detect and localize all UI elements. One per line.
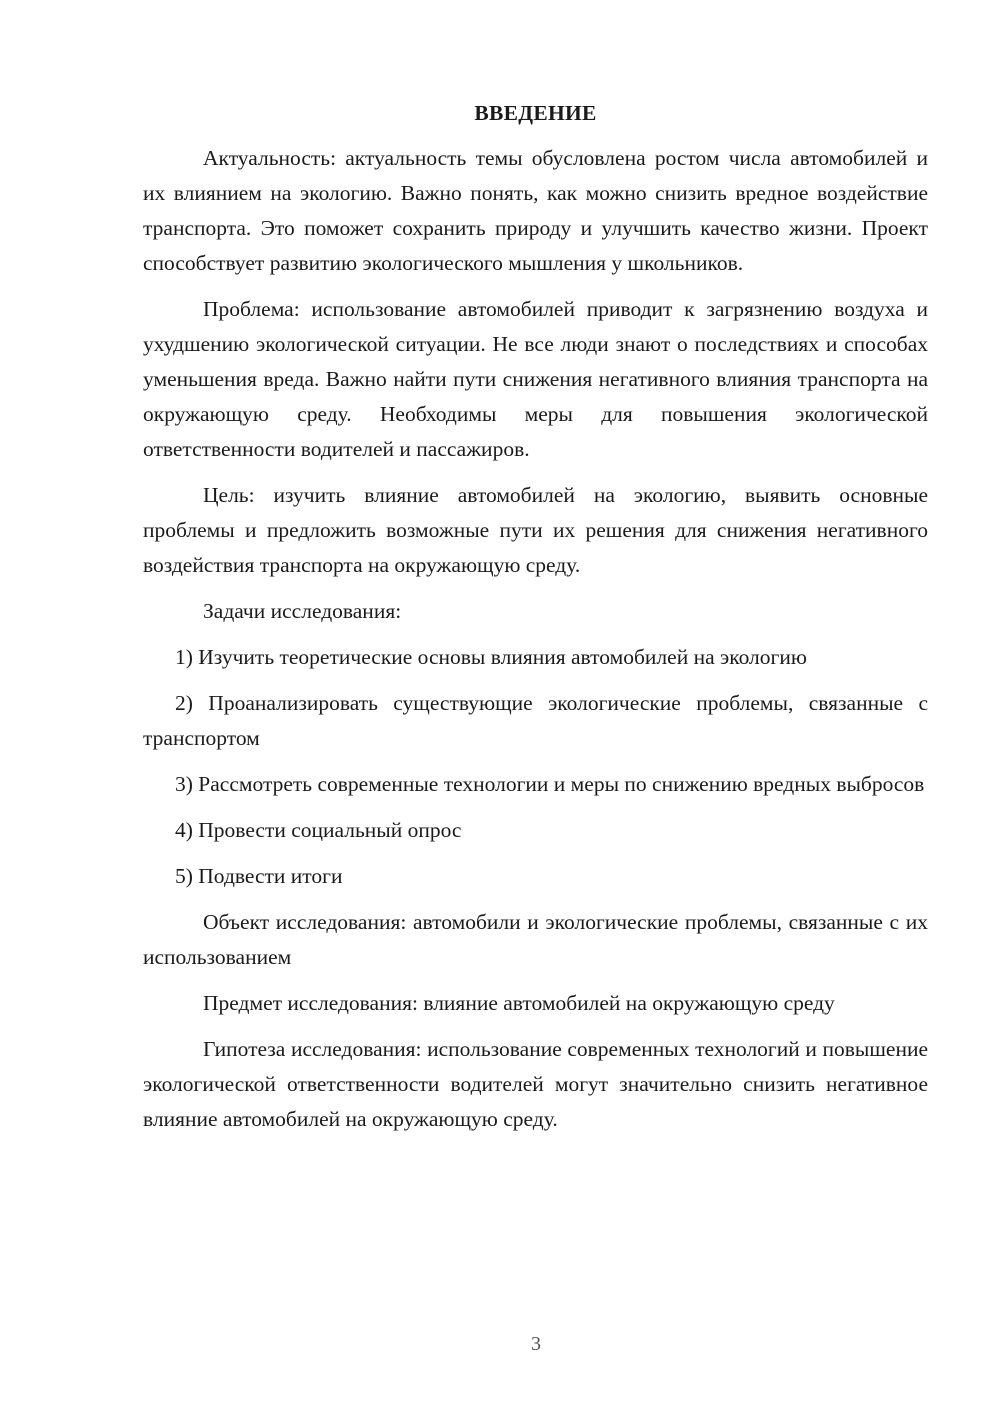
research-object-paragraph: Объект исследования: автомобили и экологические проблемы, связанные с их использованием <box>143 910 928 969</box>
relevance-paragraph: Актуальность: актуальность темы обусловлена ростом числа автомобилей и их влиянием на экологию. Важно понять, как можно снизить вредное воздействие транспорта. Это поможет сохранить природу и улучшить качество жизни. Проект способствует развитию экологического мышления у школьников. <box>143 146 928 275</box>
problem-paragraph: Проблема: использование автомобилей приводит к загрязнению воздуха и ухудшению экологической ситуации. Не все люди знают о последствиях и способах уменьшения вреда. Важно найти пути снижения негативного влияния транспорта на окружающую среду. Необходимы меры для повышения экологической ответственности водителей и пассажиров. <box>143 297 928 461</box>
task-item-3: 3) Рассмотреть современные технологии и меры по снижению вредных выбросов <box>175 772 925 796</box>
task-item-5: 5) Подвести итоги <box>175 864 343 888</box>
task-item-4: 4) Провести социальный опрос <box>175 818 462 842</box>
research-subject-paragraph: Предмет исследования: влияние автомобилей на окружающую среду <box>203 991 835 1015</box>
page-body <box>143 96 928 1148</box>
tasks-intro: Задачи исследования: <box>203 599 402 623</box>
goal-paragraph: Цель: изучить влияние автомобилей на экологию, выявить основные проблемы и предложить возможные пути их решения для снижения негативного воздействия транспорта на окружающую среду. <box>143 483 928 577</box>
page-number: 3 <box>531 1333 541 1355</box>
task-item-1: 1) Изучить теоретические основы влияния автомобилей на экологию <box>175 645 807 669</box>
task-item-2: 2) Проанализировать существующие экологические проблемы, связанные с транспортом <box>143 691 928 750</box>
hypothesis-paragraph: Гипотеза исследования: использование современных технологий и повышение экологической ответственности водителей могут значительно снизить негативное влияние автомобилей на окружающую среду. <box>143 1037 928 1131</box>
page-title: ВВЕДЕНИЕ <box>474 101 597 125</box>
